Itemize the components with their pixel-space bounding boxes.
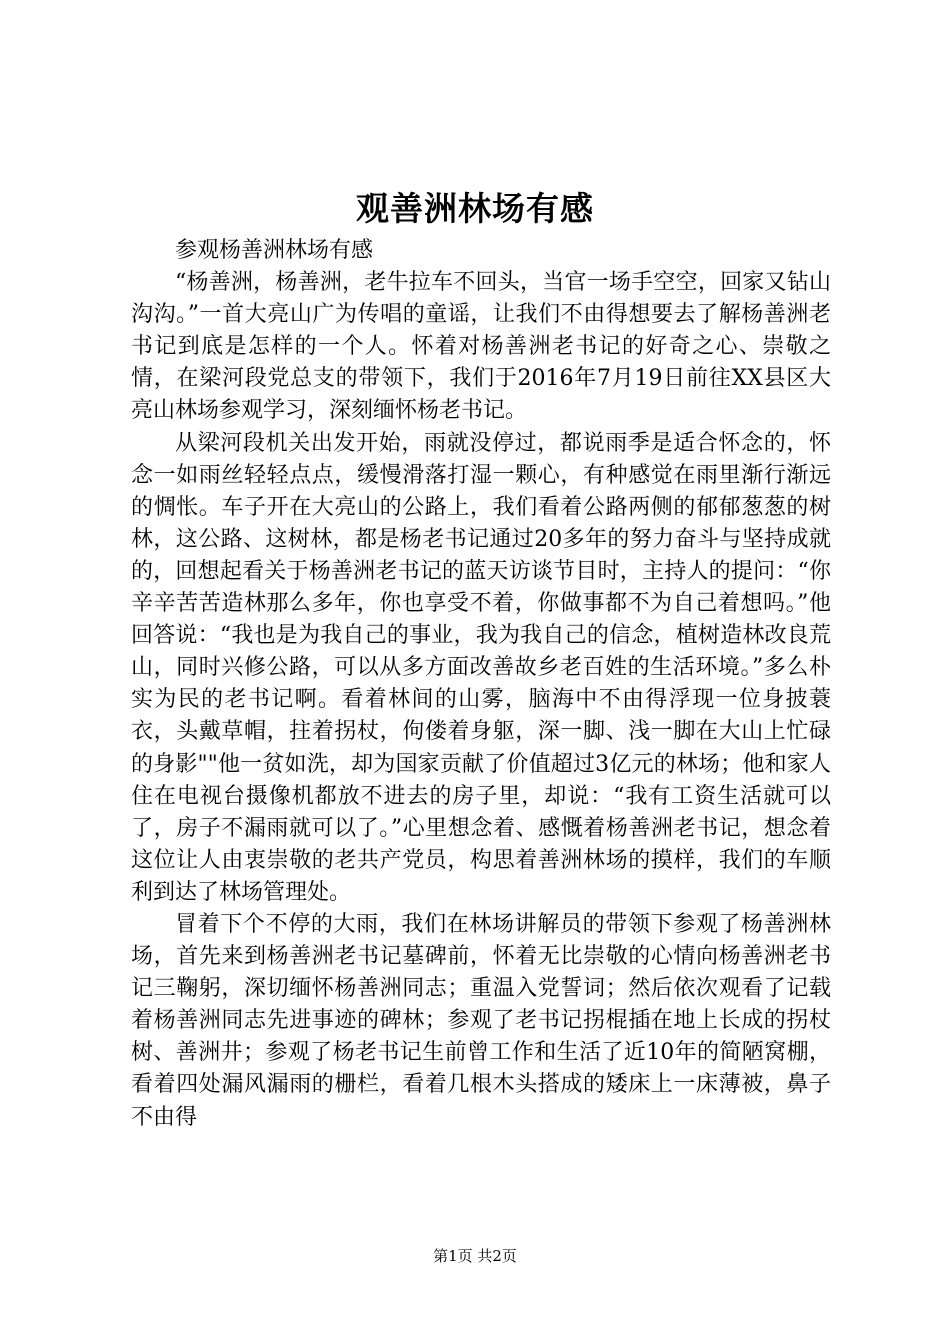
paragraph-3: 冒着下个不停的大雨，我们在林场讲解员的带领下参观了杨善洲林场，首先来到杨善洲老书记墓碑前，怀着无比崇敬的心情向杨善洲老书记三鞠躬，深切缅怀杨善洲同志；重温入党誓词；然后依次观看了记载着杨善洲同志先进事迹的碑林；参观了老书记拐棍插在地上长成的拐杖树、善洲井；参观了杨老书记生前曾工作和生活了近10年的简陋窝棚，看着四处漏风漏雨的栅栏，看着几根木头搭成的矮床上一床薄被，鼻子不由得 [131, 911, 831, 1130]
page-footer: 第1页 共2页 [433, 1247, 517, 1265]
document-title: 观善洲林场有感 [356, 189, 594, 228]
document-body [131, 235, 831, 1134]
paragraph-subtitle: 参观杨善洲林场有感 [175, 238, 374, 263]
paragraph-1: “杨善洲，杨善洲，老牛拉车不回头，当官一场手空空，回家又钻山沟沟。”一首大亮山广为传唱的童谣，让我们不由得想要去了解杨善洲老书记到底是怎样的一个人。怀着对杨善洲老书记的好奇之心、崇敬之情，在梁河段党总支的带领下，我们于2016年7月19日前往XX县区大亮山林场参观学习，深刻缅怀杨老书记。 [131, 270, 831, 424]
paragraph-2: 从梁河段机关出发开始，雨就没停过，都说雨季是适合怀念的，怀念一如雨丝轻轻点点，缓慢滑落打湿一颗心，有种感觉在雨里渐行渐远的惆怅。车子开在大亮山的公路上，我们看着公路两侧的郁郁葱葱的树林，这公路、这树林，都是杨老书记通过20多年的努力奋斗与坚持成就的，回想起看关于杨善洲老书记的蓝天访谈节目时，主持人的提问：“你辛辛苦苦造林那么多年，你也享受不着，你做事都不为自己着想吗。”他回答说：“我也是为我自己的事业，我为我自己的信念，植树造林改良荒山，同时兴修公路，可以从多方面改善故乡老百姓的生活环境。”多么朴实为民的老书记啊。看着林间的山雾，脑海中不由得浮现一位身披蓑衣，头戴草帽，拄着拐杖，佝偻着身躯，深一脚、浅一脚在大山上忙碌的身影""他一贫如洗，却为国家贡献了价值超过3亿元的林场；他和家人住在电视台摄像机都放不进去的房子里，却说：“我有工资生活就可以了，房子不漏雨就可以了。”心里想念着、感慨着杨善洲老书记，想念着这位让人由衷崇敬的老共产党员，构思着善洲林场的摸样，我们的车顺利到达了林场管理处。 [131, 430, 831, 905]
